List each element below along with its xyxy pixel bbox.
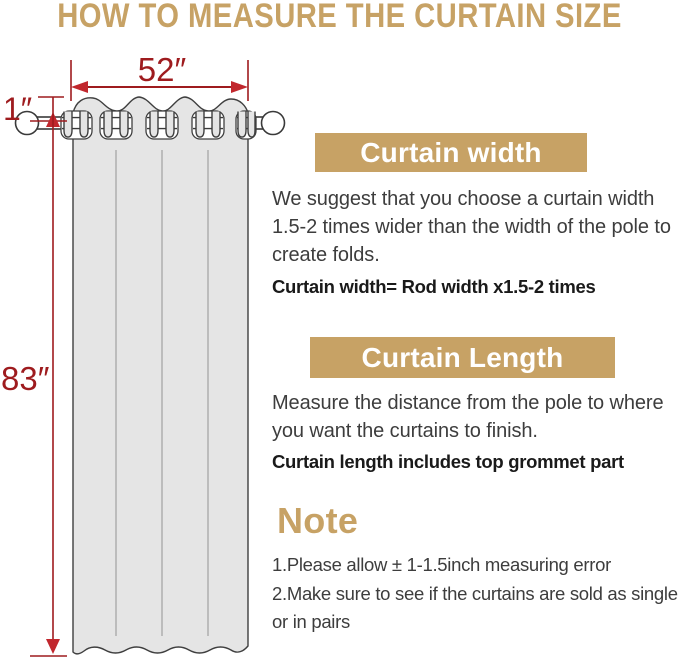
curtain-panel-icon: [73, 97, 248, 654]
page-title: HOW TO MEASURE THE CURTAIN SIZE: [57, 0, 622, 35]
width-dimension-arrow: [71, 51, 248, 101]
curtain-length-formula: Curtain length includes top grommet part: [272, 451, 624, 472]
curtain-width-formula: Curtain width= Rod width x1.5-2 times: [272, 276, 596, 297]
note-heading: Note: [277, 500, 359, 541]
note-list: [272, 551, 679, 637]
grommet-top-dimension: [3, 91, 67, 127]
curtain-width-heading: Curtain width: [315, 133, 587, 172]
note-item: 1.Please allow ± 1-1.5inch measuring error: [272, 554, 611, 575]
length-dimension-arrow: [1, 97, 67, 656]
curtain-length-body: Measure the distance from the pole to where you want the curtains to finish.: [272, 392, 664, 442]
width-dimension-label: 52″: [137, 51, 187, 88]
curtain-length-heading: Curtain Length: [310, 337, 615, 378]
curtain-width-body: We suggest that you choose a curtain width 1.5-2 times wider than the width of the pole to create folds.: [272, 188, 671, 266]
length-dimension-label: 83″: [1, 360, 50, 397]
curtain-measurement-diagram: [0, 0, 310, 661]
grommet-top-label: 1″: [3, 91, 33, 127]
note-item: 2.Make sure to see if the curtains are sold as single or in pairs: [272, 582, 678, 632]
